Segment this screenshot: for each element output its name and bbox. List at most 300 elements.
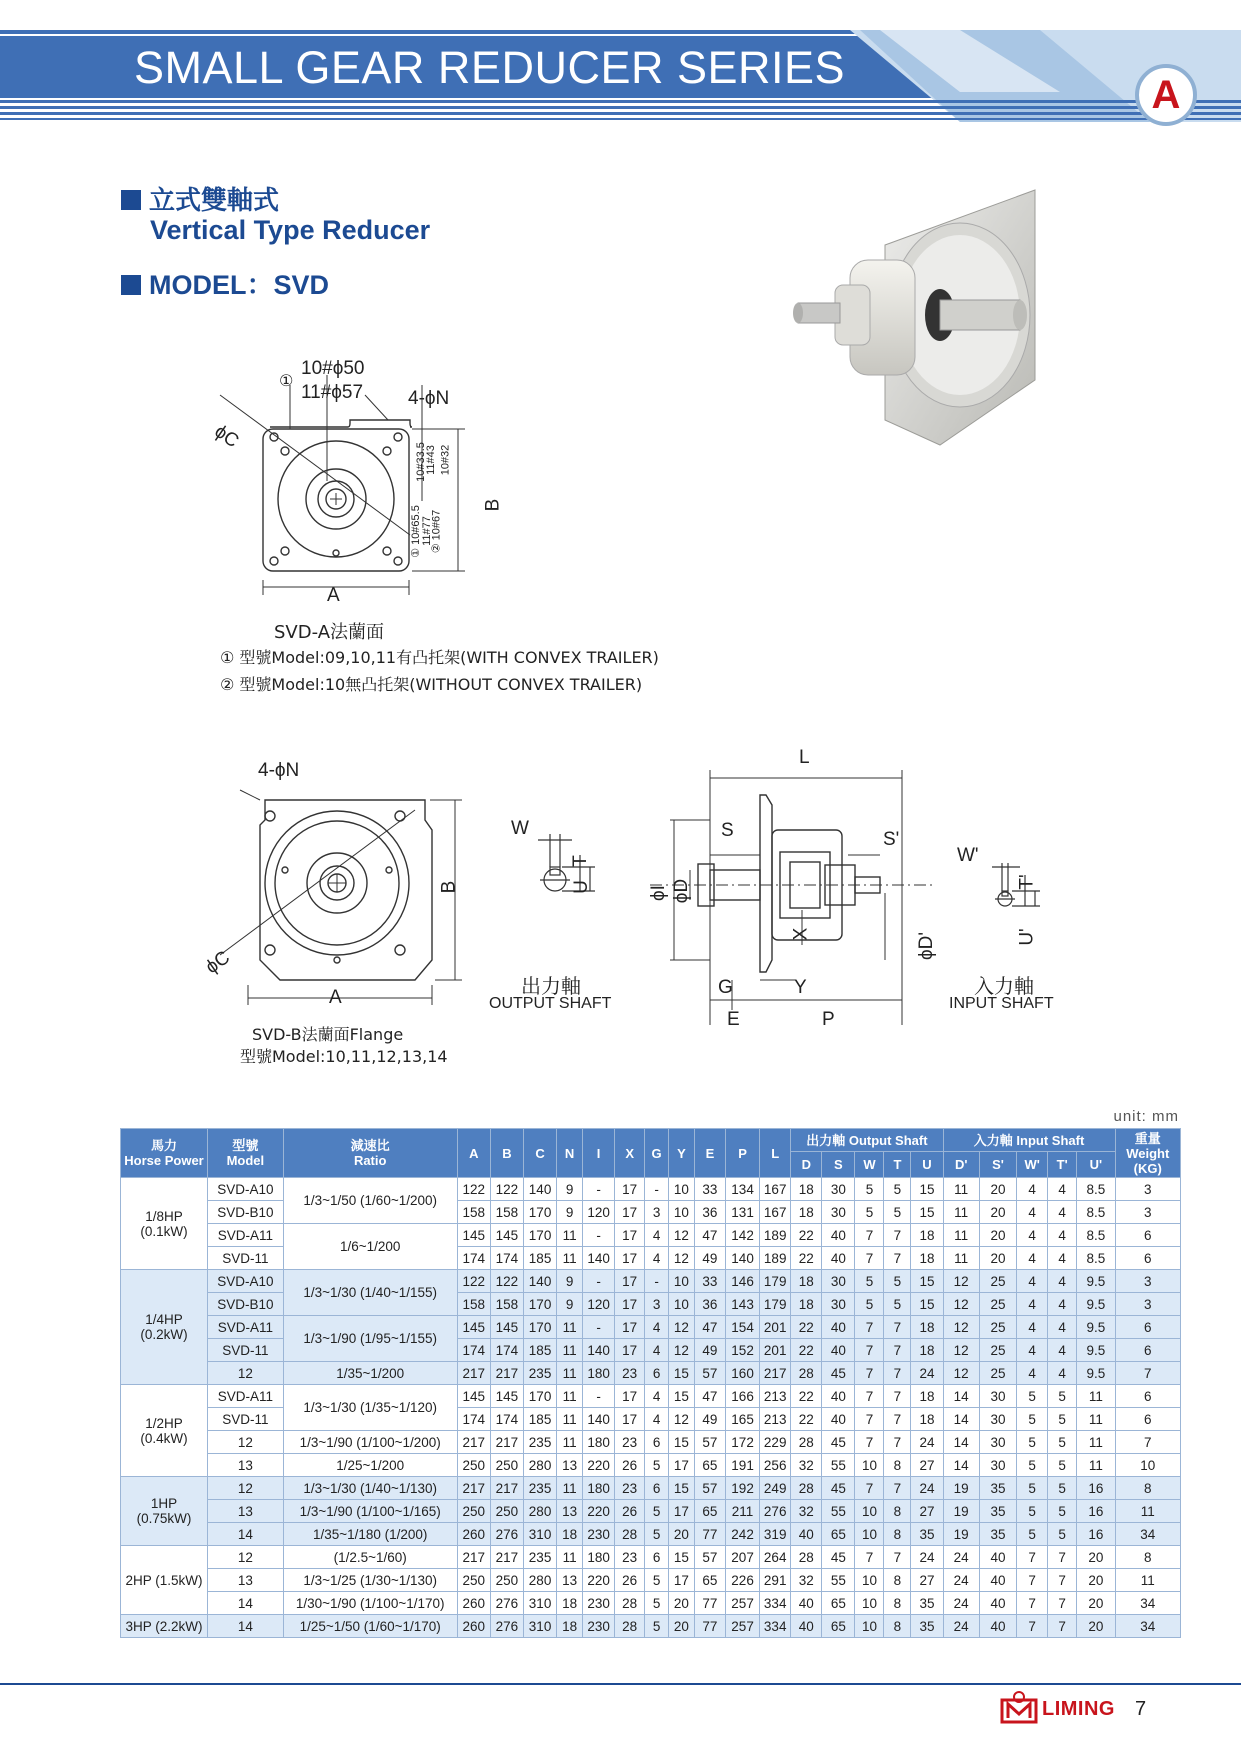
value-cell: 30 <box>979 1385 1016 1408</box>
value-cell: 65 <box>694 1569 725 1592</box>
value-cell: 5 <box>1048 1500 1077 1523</box>
col-header-g: G <box>645 1129 669 1178</box>
value-cell: 7 <box>884 1546 911 1569</box>
value-cell: 15 <box>911 1270 943 1293</box>
col-header-weight-en: Weight (KG) <box>1126 1145 1170 1176</box>
ratio-cell: 1/25~1/50 (1/60~1/170) <box>283 1615 457 1638</box>
value-cell: 25 <box>979 1293 1016 1316</box>
value-cell: 9.5 <box>1077 1293 1115 1316</box>
col-header-out-w: W <box>855 1152 884 1178</box>
value-cell: 260 <box>457 1615 490 1638</box>
value-cell: 18 <box>911 1247 943 1270</box>
bullet-square-icon <box>121 275 141 295</box>
value-cell: 140 <box>583 1408 615 1431</box>
value-cell: 49 <box>694 1247 725 1270</box>
table-row <box>121 1615 1181 1638</box>
value-cell: 217 <box>457 1431 490 1454</box>
col-header-x: X <box>615 1129 645 1178</box>
col-header-model-en: Model <box>226 1153 265 1168</box>
value-cell: 122 <box>457 1178 490 1201</box>
flange-a-dia-c: ϕC <box>210 420 243 453</box>
value-cell: 12 <box>669 1316 695 1339</box>
value-cell: 30 <box>822 1201 855 1224</box>
value-cell: 18 <box>911 1408 943 1431</box>
value-cell: 9.5 <box>1077 1339 1115 1362</box>
value-cell: 24 <box>911 1362 943 1385</box>
table-row <box>121 1362 1181 1385</box>
value-cell: - <box>583 1178 615 1201</box>
value-cell: 280 <box>524 1454 557 1477</box>
value-cell: 35 <box>979 1500 1016 1523</box>
value-cell: 8 <box>884 1523 911 1546</box>
value-cell: 28 <box>615 1592 645 1615</box>
value-cell: 12 <box>669 1408 695 1431</box>
page-number: 7 <box>1135 1698 1147 1720</box>
value-cell: 40 <box>979 1592 1016 1615</box>
value-cell: 11 <box>1077 1454 1115 1477</box>
value-cell: 11 <box>943 1201 979 1224</box>
model-cell: 12 <box>208 1477 284 1500</box>
value-cell: 145 <box>457 1316 490 1339</box>
value-cell: 5 <box>1017 1500 1048 1523</box>
section-badge: A <box>1135 64 1197 126</box>
flange-b-label-a: A <box>329 987 342 1008</box>
value-cell: 12 <box>943 1270 979 1293</box>
col-header-power-en: Horse Power <box>124 1153 204 1168</box>
power-cell: 2HP (1.5kW) <box>121 1546 208 1615</box>
side-view-i: ϕI <box>647 885 669 901</box>
value-cell: 170 <box>524 1293 557 1316</box>
value-cell: 24 <box>943 1546 979 1569</box>
value-cell: 5 <box>855 1178 884 1201</box>
value-cell: 11 <box>943 1178 979 1201</box>
value-cell: 4 <box>1048 1270 1077 1293</box>
value-cell: 77 <box>694 1523 725 1546</box>
value-cell: 7 <box>884 1431 911 1454</box>
value-cell: 24 <box>943 1569 979 1592</box>
value-cell: 264 <box>760 1546 791 1569</box>
value-cell: 55 <box>822 1454 855 1477</box>
flange-b-caption-1: SVD-B法蘭面Flange <box>252 1025 404 1044</box>
value-cell: 40 <box>979 1546 1016 1569</box>
value-cell: 65 <box>694 1500 725 1523</box>
value-cell: 20 <box>669 1523 695 1546</box>
value-cell: 35 <box>911 1592 943 1615</box>
value-cell: 15 <box>911 1201 943 1224</box>
value-cell: 11 <box>557 1247 583 1270</box>
value-cell: - <box>583 1224 615 1247</box>
value-cell: 4 <box>645 1385 669 1408</box>
value-cell: 30 <box>979 1408 1016 1431</box>
model-cell: SVD-A11 <box>208 1316 284 1339</box>
value-cell: 49 <box>694 1339 725 1362</box>
value-cell: 7 <box>855 1316 884 1339</box>
value-cell: 18 <box>791 1201 822 1224</box>
value-cell: 18 <box>791 1270 822 1293</box>
ratio-cell: 1/25~1/200 <box>283 1454 457 1477</box>
value-cell: 217 <box>490 1362 523 1385</box>
value-cell: 33 <box>694 1178 725 1201</box>
power-cell: 1/2HP (0.4kW) <box>121 1385 208 1477</box>
value-cell: 242 <box>725 1523 759 1546</box>
value-cell: 9 <box>557 1270 583 1293</box>
value-cell: 16 <box>1077 1523 1115 1546</box>
model-cell: SVD-11 <box>208 1339 284 1362</box>
value-cell: 11 <box>1115 1569 1180 1592</box>
value-cell: 20 <box>1077 1615 1115 1638</box>
value-cell: 14 <box>943 1408 979 1431</box>
value-cell: 25 <box>979 1362 1016 1385</box>
value-cell: 24 <box>911 1431 943 1454</box>
value-cell: 26 <box>615 1569 645 1592</box>
value-cell: 34 <box>1115 1592 1180 1615</box>
value-cell: 55 <box>822 1569 855 1592</box>
value-cell: 27 <box>911 1500 943 1523</box>
table-row <box>121 1201 1181 1224</box>
value-cell: 140 <box>725 1247 759 1270</box>
value-cell: 9 <box>557 1178 583 1201</box>
value-cell: 256 <box>760 1454 791 1477</box>
value-cell: 319 <box>760 1523 791 1546</box>
heading-model-text: MODEL：SVD <box>149 270 330 300</box>
value-cell: 291 <box>760 1569 791 1592</box>
output-shaft-zh: 出力軸 <box>521 974 581 998</box>
side-view-s2: S' <box>883 829 900 850</box>
value-cell: 5 <box>884 1201 911 1224</box>
value-cell: 12 <box>943 1339 979 1362</box>
value-cell: 4 <box>1048 1224 1077 1247</box>
value-cell: 310 <box>524 1615 557 1638</box>
value-cell: 40 <box>822 1224 855 1247</box>
value-cell: 23 <box>615 1546 645 1569</box>
value-cell: 8 <box>884 1615 911 1638</box>
value-cell: 11 <box>557 1362 583 1385</box>
value-cell: 57 <box>694 1477 725 1500</box>
value-cell: - <box>583 1270 615 1293</box>
footer-rule <box>0 1683 1241 1685</box>
value-cell: 10 <box>669 1178 695 1201</box>
value-cell: 4 <box>1048 1293 1077 1316</box>
value-cell: 17 <box>615 1178 645 1201</box>
model-cell: SVD-11 <box>208 1247 284 1270</box>
value-cell: 13 <box>557 1500 583 1523</box>
value-cell: 4 <box>1017 1247 1048 1270</box>
value-cell: 25 <box>979 1270 1016 1293</box>
value-cell: 5 <box>645 1454 669 1477</box>
value-cell: 9 <box>557 1201 583 1224</box>
col-header-power-zh: 馬力 <box>151 1138 178 1153</box>
value-cell: 17 <box>669 1569 695 1592</box>
value-cell: 16 <box>1077 1500 1115 1523</box>
value-cell: 12 <box>669 1247 695 1270</box>
value-cell: 4 <box>645 1247 669 1270</box>
value-cell: 20 <box>979 1201 1016 1224</box>
value-cell: 11 <box>1077 1408 1115 1431</box>
value-cell: 65 <box>694 1454 725 1477</box>
value-cell: 10 <box>669 1201 695 1224</box>
col-header-i: I <box>583 1129 615 1178</box>
flange-a-dim-3: 10#32 <box>439 444 452 476</box>
value-cell: 5 <box>645 1615 669 1638</box>
value-cell: 77 <box>694 1592 725 1615</box>
value-cell: 17 <box>615 1201 645 1224</box>
model-cell: SVD-B10 <box>208 1293 284 1316</box>
value-cell: 4 <box>1048 1201 1077 1224</box>
value-cell: 40 <box>979 1615 1016 1638</box>
value-cell: 8 <box>1115 1477 1180 1500</box>
side-view-d2: ϕD' <box>916 932 937 960</box>
flange-a-dim-5: 11#77 <box>420 516 433 546</box>
value-cell: 40 <box>822 1247 855 1270</box>
value-cell: 276 <box>490 1592 523 1615</box>
value-cell: 7 <box>855 1546 884 1569</box>
value-cell: 250 <box>457 1569 490 1592</box>
model-cell: 12 <box>208 1546 284 1569</box>
value-cell: 158 <box>457 1201 490 1224</box>
value-cell: 145 <box>457 1224 490 1247</box>
value-cell: 154 <box>725 1316 759 1339</box>
value-cell: 25 <box>979 1339 1016 1362</box>
col-header-power <box>121 1129 208 1178</box>
value-cell: 17 <box>615 1408 645 1431</box>
value-cell: 11 <box>557 1431 583 1454</box>
value-cell: 45 <box>822 1477 855 1500</box>
value-cell: 170 <box>524 1201 557 1224</box>
value-cell: 11 <box>1115 1500 1180 1523</box>
value-cell: 18 <box>791 1178 822 1201</box>
value-cell: 158 <box>490 1293 523 1316</box>
value-cell: 57 <box>694 1362 725 1385</box>
value-cell: 8 <box>884 1454 911 1477</box>
flange-a-dia50: 10#ϕ50 <box>301 358 365 379</box>
value-cell: 3 <box>645 1293 669 1316</box>
value-cell: 20 <box>1077 1546 1115 1569</box>
output-shaft-u: U <box>570 880 592 894</box>
value-cell: 17 <box>615 1247 645 1270</box>
unit-label: unit: mm <box>1113 1108 1179 1125</box>
value-cell: 10 <box>855 1615 884 1638</box>
flange-a-label-a: A <box>327 585 340 606</box>
input-shaft-w: W' <box>957 845 979 866</box>
value-cell: 35 <box>979 1477 1016 1500</box>
value-cell: 5 <box>1017 1408 1048 1431</box>
value-cell: 17 <box>615 1339 645 1362</box>
value-cell: 36 <box>694 1201 725 1224</box>
value-cell: 235 <box>524 1431 557 1454</box>
value-cell: 22 <box>791 1316 822 1339</box>
value-cell: 5 <box>645 1523 669 1546</box>
value-cell: 20 <box>979 1178 1016 1201</box>
value-cell: 220 <box>583 1454 615 1477</box>
power-cell: 1/8HP (0.1kW) <box>121 1178 208 1270</box>
value-cell: 47 <box>694 1224 725 1247</box>
value-cell: 12 <box>669 1224 695 1247</box>
value-cell: 7 <box>1017 1615 1048 1638</box>
value-cell: 220 <box>583 1500 615 1523</box>
col-header-out-t: T <box>884 1152 911 1178</box>
value-cell: 77 <box>694 1615 725 1638</box>
value-cell: 11 <box>557 1339 583 1362</box>
flange-a-dim-1: 10#33.5 <box>414 442 427 482</box>
value-cell: 23 <box>615 1362 645 1385</box>
value-cell: 167 <box>760 1201 791 1224</box>
value-cell: 7 <box>855 1339 884 1362</box>
table-row <box>121 1523 1181 1546</box>
value-cell: 167 <box>760 1178 791 1201</box>
value-cell: 226 <box>725 1569 759 1592</box>
value-cell: 145 <box>457 1385 490 1408</box>
value-cell: 140 <box>524 1270 557 1293</box>
value-cell: 6 <box>1115 1224 1180 1247</box>
value-cell: 250 <box>490 1454 523 1477</box>
value-cell: 180 <box>583 1431 615 1454</box>
value-cell: 174 <box>457 1408 490 1431</box>
table-row <box>121 1454 1181 1477</box>
value-cell: 40 <box>791 1523 822 1546</box>
value-cell: 12 <box>943 1293 979 1316</box>
table-row <box>121 1546 1181 1569</box>
value-cell: 201 <box>760 1339 791 1362</box>
value-cell: 26 <box>615 1454 645 1477</box>
value-cell: 7 <box>884 1247 911 1270</box>
value-cell: 28 <box>615 1615 645 1638</box>
ratio-cell: 1/3~1/90 (1/95~1/155) <box>283 1316 457 1362</box>
value-cell: 28 <box>791 1477 822 1500</box>
value-cell: 6 <box>1115 1316 1180 1339</box>
value-cell: 260 <box>457 1592 490 1615</box>
table-row <box>121 1500 1181 1523</box>
value-cell: 217 <box>457 1362 490 1385</box>
value-cell: 7 <box>855 1224 884 1247</box>
model-cell: 13 <box>208 1454 284 1477</box>
col-header-b: B <box>490 1129 523 1178</box>
value-cell: 220 <box>583 1569 615 1592</box>
value-cell: 4 <box>1017 1293 1048 1316</box>
value-cell: 5 <box>1017 1523 1048 1546</box>
value-cell: - <box>645 1178 669 1201</box>
value-cell: 15 <box>669 1477 695 1500</box>
value-cell: 276 <box>490 1615 523 1638</box>
value-cell: 5 <box>1017 1454 1048 1477</box>
value-cell: 10 <box>855 1454 884 1477</box>
model-cell: 12 <box>208 1431 284 1454</box>
col-group-output-shaft: 出力軸 Output Shaft <box>791 1129 943 1152</box>
value-cell: 185 <box>524 1408 557 1431</box>
value-cell: 24 <box>943 1592 979 1615</box>
value-cell: 5 <box>1048 1431 1077 1454</box>
ratio-cell: 1/3~1/30 (1/40~1/155) <box>283 1270 457 1316</box>
value-cell: 4 <box>1048 1316 1077 1339</box>
value-cell: 19 <box>943 1477 979 1500</box>
table-row <box>121 1592 1181 1615</box>
value-cell: 3 <box>1115 1178 1180 1201</box>
value-cell: 276 <box>760 1500 791 1523</box>
value-cell: 4 <box>1017 1178 1048 1201</box>
side-view-l: L <box>799 747 810 768</box>
value-cell: 3 <box>1115 1201 1180 1224</box>
value-cell: 7 <box>1048 1546 1077 1569</box>
value-cell: 4 <box>1048 1247 1077 1270</box>
flange-a-dia57: 11#ϕ57 <box>301 382 364 403</box>
spec-table-body <box>121 1178 1181 1638</box>
heading-chinese-text: 立式雙軸式 <box>149 186 280 216</box>
value-cell: 4 <box>645 1339 669 1362</box>
value-cell: 5 <box>1048 1523 1077 1546</box>
value-cell: 7 <box>884 1362 911 1385</box>
input-shaft-t: T' <box>1016 874 1038 890</box>
value-cell: 8.5 <box>1077 1224 1115 1247</box>
value-cell: 10 <box>855 1523 884 1546</box>
value-cell: 24 <box>943 1615 979 1638</box>
value-cell: 32 <box>791 1454 822 1477</box>
value-cell: - <box>583 1316 615 1339</box>
input-shaft-zh: 入力軸 <box>974 974 1034 998</box>
ratio-cell: 1/3~1/30 (1/35~1/120) <box>283 1385 457 1431</box>
heading-model <box>121 263 329 302</box>
table-row <box>121 1224 1181 1247</box>
value-cell: 3 <box>1115 1270 1180 1293</box>
value-cell: 45 <box>822 1431 855 1454</box>
model-cell: SVD-11 <box>208 1408 284 1431</box>
value-cell: 20 <box>979 1224 1016 1247</box>
value-cell: 257 <box>725 1592 759 1615</box>
value-cell: 6 <box>1115 1408 1180 1431</box>
value-cell: 6 <box>1115 1339 1180 1362</box>
value-cell: 3 <box>1115 1293 1180 1316</box>
ratio-cell: 1/3~1/50 (1/60~1/200) <box>283 1178 457 1224</box>
value-cell: 22 <box>791 1339 822 1362</box>
side-view-p: P <box>822 1009 835 1030</box>
value-cell: 174 <box>457 1339 490 1362</box>
value-cell: 28 <box>791 1362 822 1385</box>
value-cell: 217 <box>490 1431 523 1454</box>
value-cell: 229 <box>760 1431 791 1454</box>
value-cell: 40 <box>822 1385 855 1408</box>
value-cell: 34 <box>1115 1615 1180 1638</box>
value-cell: 32 <box>791 1569 822 1592</box>
value-cell: 18 <box>557 1615 583 1638</box>
value-cell: 23 <box>615 1431 645 1454</box>
value-cell: 134 <box>725 1178 759 1201</box>
value-cell: 213 <box>760 1385 791 1408</box>
value-cell: 8.5 <box>1077 1178 1115 1201</box>
model-cell: SVD-A11 <box>208 1385 284 1408</box>
value-cell: 250 <box>457 1454 490 1477</box>
value-cell: 5 <box>1048 1385 1077 1408</box>
value-cell: 143 <box>725 1293 759 1316</box>
value-cell: 15 <box>669 1362 695 1385</box>
table-row <box>121 1247 1181 1270</box>
value-cell: 201 <box>760 1316 791 1339</box>
value-cell: 235 <box>524 1546 557 1569</box>
value-cell: 35 <box>911 1523 943 1546</box>
value-cell: 6 <box>645 1477 669 1500</box>
value-cell: 7 <box>884 1408 911 1431</box>
col-header-c: C <box>524 1129 557 1178</box>
ratio-cell: 1/35~1/200 <box>283 1362 457 1385</box>
value-cell: 36 <box>694 1293 725 1316</box>
value-cell: 30 <box>822 1178 855 1201</box>
value-cell: 179 <box>760 1270 791 1293</box>
value-cell: 122 <box>490 1270 523 1293</box>
value-cell: 19 <box>943 1523 979 1546</box>
value-cell: 217 <box>457 1546 490 1569</box>
flange-a-caption: SVD-A法蘭面 <box>274 622 385 643</box>
value-cell: 4 <box>1017 1362 1048 1385</box>
col-header-out-d: D <box>791 1152 822 1178</box>
value-cell: 189 <box>760 1247 791 1270</box>
value-cell: 7 <box>855 1408 884 1431</box>
